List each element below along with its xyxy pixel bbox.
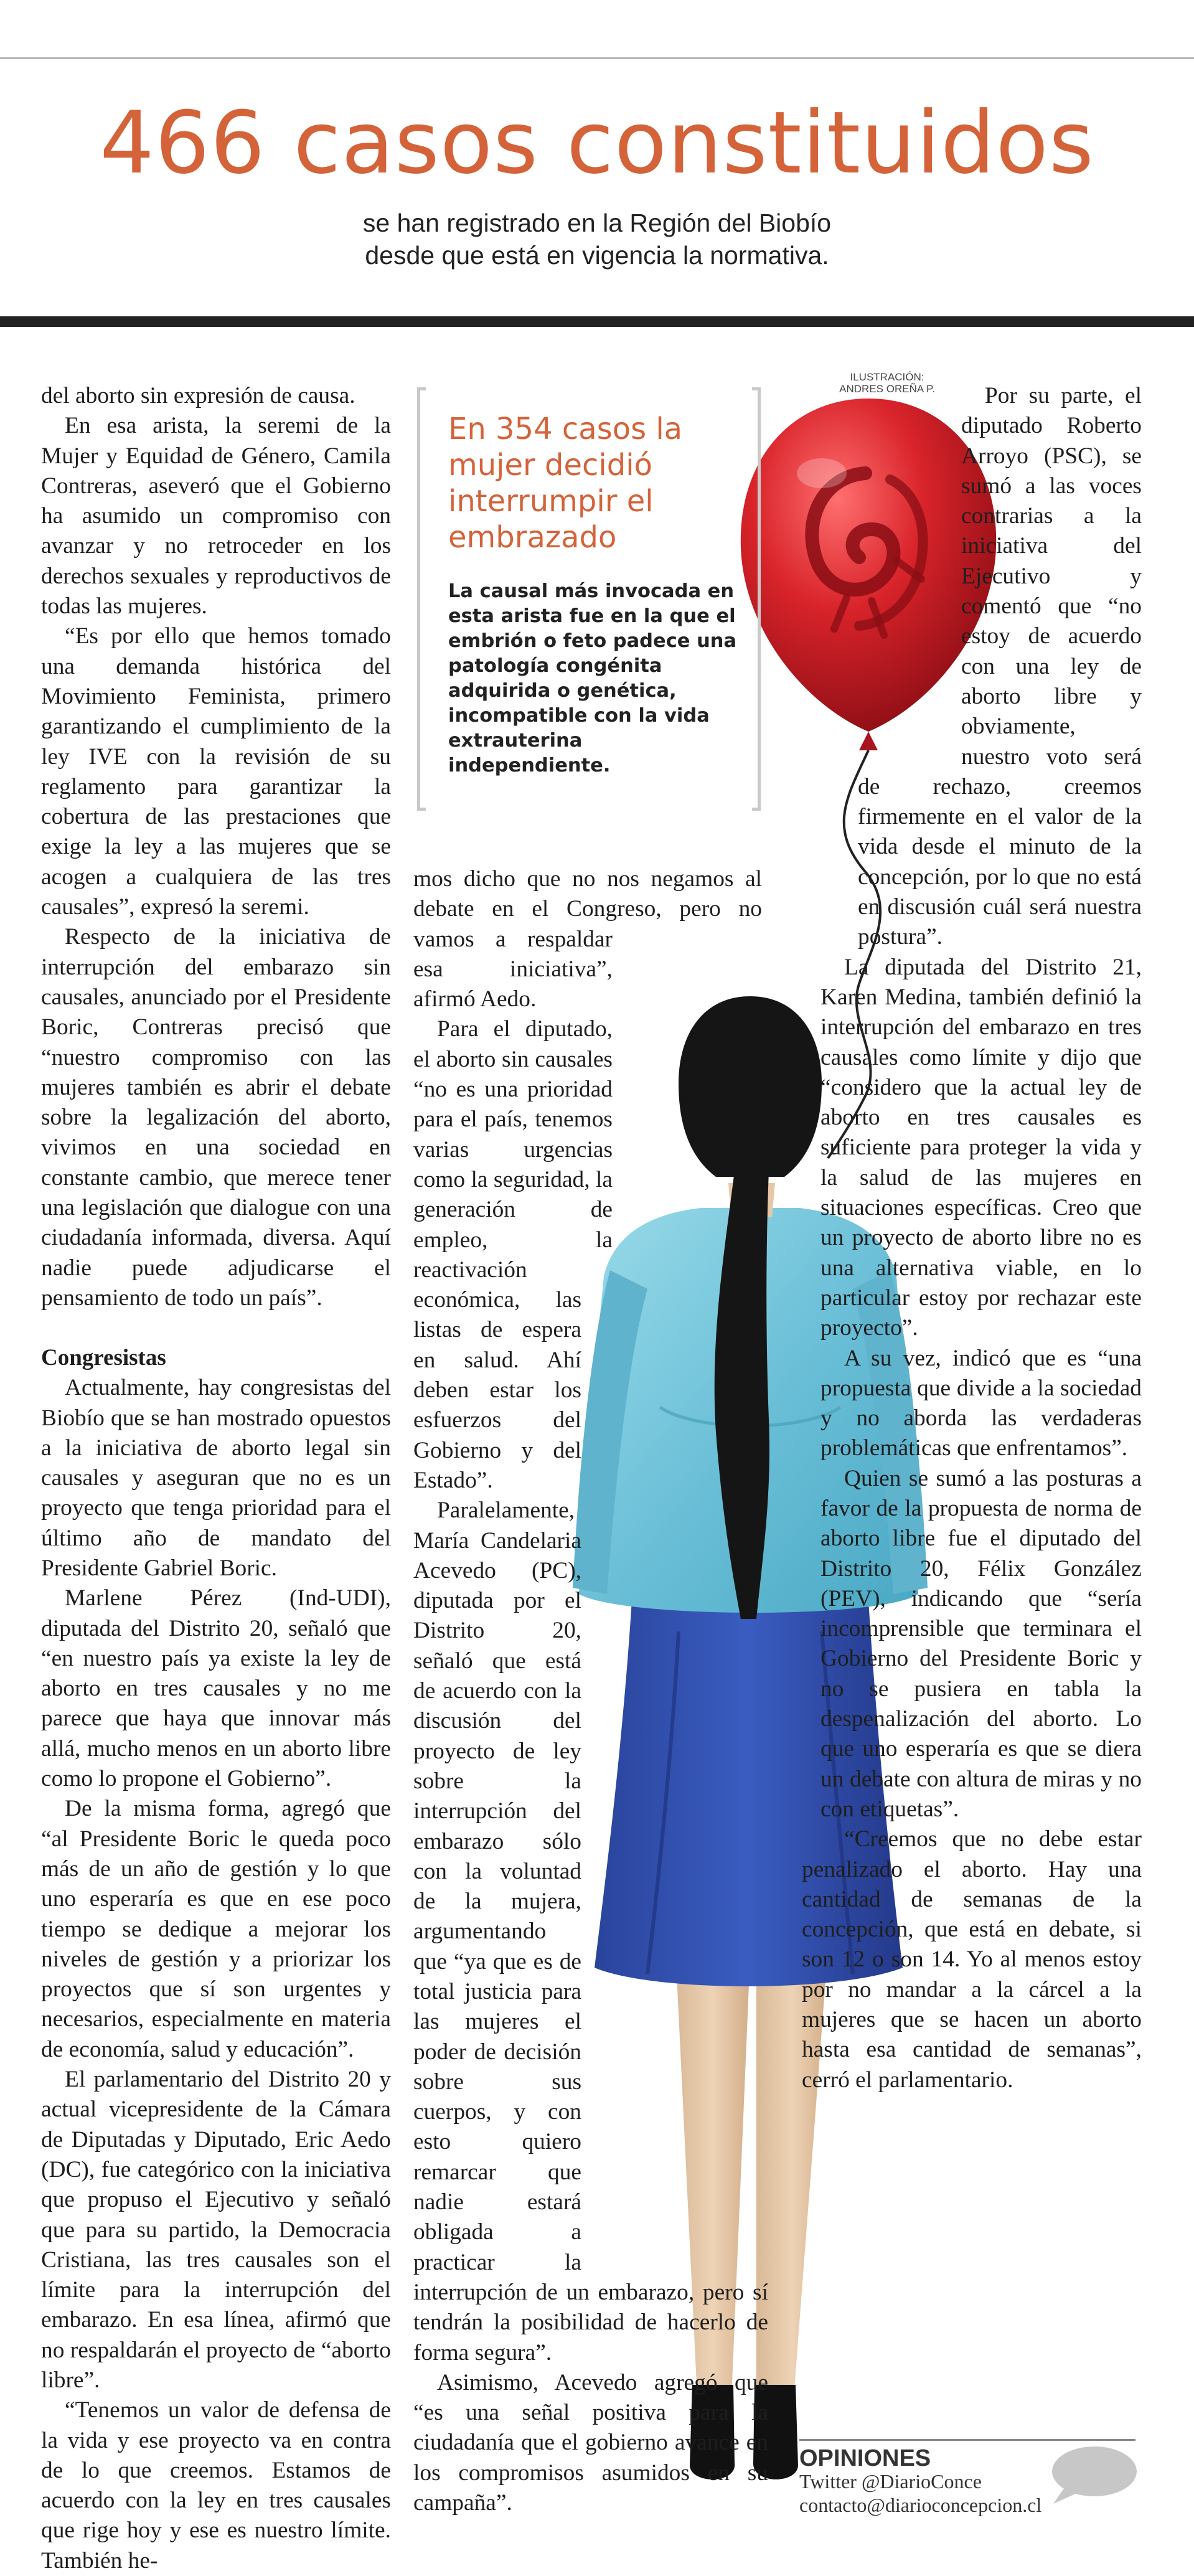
wrap-spacer bbox=[802, 742, 858, 923]
paragraph: Por su parte, el diputado Roberto Arroyo (PSC), se sumó a las voces contrarias a la iniciativa del Ejecutivo y comentó que “no estoy de acuerdo con una ley de aborto libre y obviamente, nuestro voto será de rechazo, creemos firmemente en el valor de la vida desde el minuto de la concepción, por lo que no está en discusión cuál será nuestra postura”. bbox=[858, 383, 1142, 950]
paragraph: “Creemos que no debe estar penalizado el aborto. Hay una cantidad de semanas de la concepción, que está en debate, si son 12 o son 14. Yo al menos estoy por no mandar a la cárcel a la mujeres que se hacen un aborto hasta esa cantidad de semanas”, cerró el parlamentario. bbox=[802, 1826, 1142, 2093]
article-column-2 bbox=[413, 864, 768, 2518]
paragraph: A su vez, indicó que es “una propuesta que divide a la sociedad y no aborda las verdaderas problemáticas que enfrentamos”. bbox=[820, 1345, 1142, 1461]
paragraph: La diputada del Distrito 21, Karen Medina, también definió la interrupción del embarazo en tres causales como límite y dijo que “considero que la actual ley de aborto en tres causales es suficiente para proteger la vida y la salud de las mujeres en situaciones específicas. Creo que un proyecto de aborto libre no es una alternativa viable, en lo particular estoy por rechazar este proyecto”. bbox=[820, 954, 1142, 1341]
footer-section-label: OPINIONES bbox=[799, 2445, 931, 2471]
illustration-credit-label: ILUSTRACIÓN: bbox=[850, 371, 924, 383]
paragraph: Para el diputado, el aborto sin causales “no es una prioridad para el país, tenemos varias urgencias como la seguridad, la generación de empleo, la reactivación económica, las listas de espera en salud. Ahí deben estar los esfuerzos del Gobierno y del Estado”. bbox=[413, 1016, 613, 1493]
article-column-3 bbox=[802, 381, 1142, 2095]
paragraph: “Tenemos un valor de defensa de la vida y ese proyecto va en contra de lo que creemos. Estamos de acuerdo con la ley en tres causales que rige hoy y ese es nuestro límite. También he- bbox=[41, 2397, 391, 2574]
wrap-spacer bbox=[762, 864, 768, 954]
callout-bracket-left bbox=[417, 387, 426, 811]
paragraph: Asimismo, Acevedo agregó que “es una señal positiva para la ciudadanía que el gobierno avance en los compromisos asumidos en su campaña”. bbox=[413, 2369, 768, 2516]
speech-bubble-icon bbox=[1046, 2444, 1139, 2506]
footer-email-link[interactable]: contacto@diarioconcepcion.cl bbox=[799, 2494, 1042, 2516]
wrap-spacer bbox=[613, 954, 768, 1315]
paragraph: Respecto de la iniciativa de interrupción del embarazo sin causales, anunciado por el Presidente Boric, Contreras precisó que “nuestro compromiso con las mujeres también es abrir el debate sobre la legalización del aborto, vivimos en una sociedad en constante cambio, que merece tener una legislación que dialogue con una ciudadanía informada, diversa. Aquí nadie puede adjudicarse el pensamiento de todo un país”. bbox=[41, 924, 391, 1311]
footer-twitter-link[interactable]: Twitter @DiarioConce bbox=[799, 2470, 982, 2493]
wrap-spacer bbox=[581, 1315, 768, 2249]
paragraph: De la misma forma, agregó que “al Presidente Boric le queda poco más de un año de gestión y lo que uno esperaría es que en ese poco tiempo se dedique a mejorar los niveles de gestión y a priorizar los proyectos que sí son urgentes y necesarios, especialmente en materia de economía, salud y educación”. bbox=[41, 1796, 391, 2062]
wrap-spacer bbox=[802, 923, 820, 1826]
paragraph: En esa arista, la seremi de la Mujer y Equidad de Género, Camila Contreras, aseveró que el Gobierno ha asumido un compromiso con avanzar y no retroceder en los derechos sexuales y reproductivos de todas las mujeres. bbox=[41, 413, 391, 620]
paragraph: Actualmente, hay congresistas del Biobío que se han mostrado opuestos a la iniciativa de aborto legal sin causales y aseguran que no es un proyecto que tenga prioridad para el último año de mandato del Presidente Gabriel Boric. bbox=[41, 1375, 391, 1581]
callout-box bbox=[417, 387, 761, 811]
callout-body: La causal más invocada en esta arista fue en la que el embrión o feto padece una patología congénita adquirida o genética, incompatible con la vida extrauterina independiente. bbox=[448, 580, 737, 776]
callout-bracket-right bbox=[752, 387, 761, 811]
wrap-spacer bbox=[802, 381, 961, 742]
paragraph: Paralelamente, María Candelaria Acevedo (PC), diputada por el Distrito 20, señaló que está de acuerdo con la discusión del proyecto de ley sobre la interrupción del embarazo sólo con la voluntad de la mujera, argumentando que “ya que es de total justicia para las mujeres el poder de decisión sobre sus cuerpos, y con esto quiero remarcar que nadie estará obligada a practicar la interrupción de un embarazo, pero sí tendrán la posibilidad de hacerlo de forma segura”. bbox=[413, 1498, 768, 2366]
article-column-1 bbox=[41, 381, 391, 2576]
paragraph: El parlamentario del Distrito 20 y actual vicepresidente de la Cámara de Diputadas y Diputado, Eric Aedo (DC), fue categórico con la iniciativa que propuso el Ejecutivo y señaló que para su partido, la Democracia Cristiana, las tres causales son el límite para la interrupción del embarazo. En esa línea, afirmó que no respaldarán el proyecto de “aborto libre”. bbox=[41, 2067, 391, 2393]
paragraph: del aborto sin expresión de causa. bbox=[41, 383, 355, 408]
section-heading-congresistas: Congresistas bbox=[41, 1345, 166, 1371]
paragraph: Quien se sumó a las posturas a favor de la propuesta de norma de aborto libre fue el diputado del Distrito 20, Félix González (PEV), indicando que “sería incomprensible que terminara el Gobierno del Presidente Boric y no se pusiera en tabla la despenalización del aborto. Lo que uno esperaría es que se diera un debate con altura de miras y no con etiquetas”. bbox=[820, 1465, 1142, 1822]
subheadline-line-2: desde que está en vigencia la normativa. bbox=[365, 241, 829, 270]
headline: 466 casos constituidos bbox=[100, 93, 1094, 193]
paragraph: “Es por ello que hemos tomado una demanda histórica del Movimiento Feminista, primero garantizando el cumplimiento de la ley IVE con la revisión de su reglamento para garantizar la cobertura de las prestaciones que exige la ley a las mujeres que se acogen a cualquiera de las tres causales”, expresó la seremi. bbox=[41, 623, 391, 920]
illustration-credit-author: ANDRES OREÑA P. bbox=[839, 383, 935, 395]
paragraph: mos dicho que no nos negamos al debate en el Congreso, pero no vamos a respaldar esa iniciativa”, afirmó Aedo. bbox=[413, 866, 762, 1012]
paragraph: Marlene Pérez (Ind-UDI), diputada del Distrito 20, señaló que “en nuestro país ya existe la ley de aborto en tres causales y no me parece que haya que innovar más allá, mucho menos en un aborto libre como lo propone el Gobierno”. bbox=[41, 1585, 391, 1792]
callout-title: En 354 casos la mujer decidió interrumpir el embrazado bbox=[448, 412, 683, 555]
subheadline-line-1: se han registrado en la Región del Biobío bbox=[362, 209, 832, 237]
footer-rule bbox=[799, 2439, 1135, 2441]
